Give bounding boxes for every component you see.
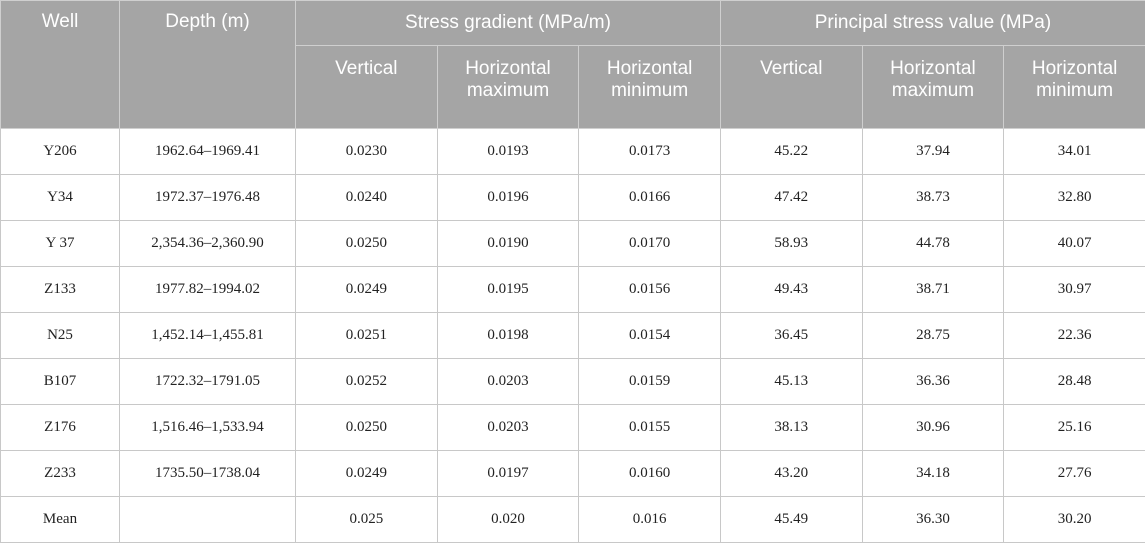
cell-stress-hmax: 28.75: [862, 313, 1004, 359]
header-gradient-hmax-line1: Horizontal: [465, 58, 551, 79]
header-depth: Depth (m): [120, 1, 296, 129]
cell-gradient-vertical: 0.0250: [296, 405, 438, 451]
cell-stress-hmax: 44.78: [862, 221, 1004, 267]
cell-gradient-vertical: 0.0249: [296, 267, 438, 313]
table-body: [1, 129, 1145, 543]
header-stress-gradient: Stress gradient (MPa/m): [296, 1, 721, 46]
table-row: [1, 267, 1145, 313]
cell-well: B107: [1, 359, 120, 405]
cell-well: N25: [1, 313, 120, 359]
cell-stress-hmax: 36.30: [862, 497, 1004, 543]
cell-well: Mean: [1, 497, 120, 543]
cell-gradient-hmax: 0.0197: [437, 451, 579, 497]
cell-stress-hmin: 30.97: [1004, 267, 1145, 313]
cell-stress-hmax: 37.94: [862, 129, 1004, 175]
header-stress-hmax: [862, 46, 1004, 129]
cell-gradient-vertical: 0.0249: [296, 451, 438, 497]
header-gradient-hmin-line1: Horizontal: [607, 58, 693, 79]
cell-gradient-hmax: 0.0196: [437, 175, 579, 221]
table-row: [1, 359, 1145, 405]
table-row: [1, 405, 1145, 451]
cell-gradient-vertical: 0.0252: [296, 359, 438, 405]
cell-stress-hmax: 36.36: [862, 359, 1004, 405]
cell-depth: 1962.64–1969.41: [120, 129, 296, 175]
cell-depth: 1,452.14–1,455.81: [120, 313, 296, 359]
cell-stress-hmin: 34.01: [1004, 129, 1145, 175]
header-stress-hmax-line2: maximum: [892, 80, 974, 101]
cell-depth: 1735.50–1738.04: [120, 451, 296, 497]
header-gradient-vertical: [296, 46, 438, 129]
cell-well: Z176: [1, 405, 120, 451]
cell-stress-hmin: 30.20: [1004, 497, 1145, 543]
cell-depth: [120, 497, 296, 543]
cell-gradient-hmin: 0.0166: [579, 175, 721, 221]
table-row-mean: [1, 497, 1145, 543]
cell-stress-hmin: 25.16: [1004, 405, 1145, 451]
cell-stress-vertical: 45.22: [720, 129, 862, 175]
table-row: [1, 313, 1145, 359]
cell-gradient-hmin: 0.0160: [579, 451, 721, 497]
cell-stress-vertical: 49.43: [720, 267, 862, 313]
cell-well: Y206: [1, 129, 120, 175]
cell-stress-vertical: 43.20: [720, 451, 862, 497]
cell-gradient-hmin: 0.0173: [579, 129, 721, 175]
header-stress-hmax-line1: Horizontal: [890, 58, 976, 79]
cell-stress-hmin: 40.07: [1004, 221, 1145, 267]
table-row: [1, 129, 1145, 175]
table-row: [1, 451, 1145, 497]
header-gradient-hmax: [437, 46, 579, 129]
cell-gradient-hmax: 0.0190: [437, 221, 579, 267]
cell-stress-hmax: 34.18: [862, 451, 1004, 497]
cell-well: Z133: [1, 267, 120, 313]
cell-stress-vertical: 45.13: [720, 359, 862, 405]
cell-depth: 1,516.46–1,533.94: [120, 405, 296, 451]
header-gradient-hmin: [579, 46, 721, 129]
cell-gradient-hmin: 0.0170: [579, 221, 721, 267]
cell-stress-vertical: 47.42: [720, 175, 862, 221]
cell-stress-vertical: 45.49: [720, 497, 862, 543]
cell-gradient-vertical: 0.0251: [296, 313, 438, 359]
cell-well: Y 37: [1, 221, 120, 267]
cell-depth: 1722.32–1791.05: [120, 359, 296, 405]
cell-stress-hmin: 27.76: [1004, 451, 1145, 497]
cell-stress-vertical: 36.45: [720, 313, 862, 359]
cell-gradient-vertical: 0.0240: [296, 175, 438, 221]
header-gradient-hmax-line2: maximum: [467, 80, 549, 101]
cell-well: Z233: [1, 451, 120, 497]
cell-stress-vertical: 58.93: [720, 221, 862, 267]
cell-stress-hmax: 38.71: [862, 267, 1004, 313]
cell-stress-hmin: 32.80: [1004, 175, 1145, 221]
cell-stress-hmax: 30.96: [862, 405, 1004, 451]
header-stress-hmin-line1: Horizontal: [1032, 58, 1118, 79]
cell-stress-hmin: 28.48: [1004, 359, 1145, 405]
header-gradient-vertical-label: Vertical: [335, 58, 397, 79]
cell-gradient-hmax: 0.0203: [437, 405, 579, 451]
header-well: Well: [1, 1, 120, 129]
cell-gradient-hmin: 0.0159: [579, 359, 721, 405]
cell-gradient-hmin: 0.0154: [579, 313, 721, 359]
cell-gradient-hmax: 0.0193: [437, 129, 579, 175]
cell-gradient-hmin: 0.016: [579, 497, 721, 543]
cell-stress-vertical: 38.13: [720, 405, 862, 451]
cell-stress-hmin: 22.36: [1004, 313, 1145, 359]
table-row: [1, 221, 1145, 267]
header-gradient-hmin-line2: minimum: [611, 80, 688, 101]
cell-gradient-hmax: 0.0203: [437, 359, 579, 405]
cell-stress-hmax: 38.73: [862, 175, 1004, 221]
cell-gradient-hmax: 0.020: [437, 497, 579, 543]
cell-depth: 1977.82–1994.02: [120, 267, 296, 313]
cell-depth: 2,354.36–2,360.90: [120, 221, 296, 267]
header-principal-stress: Principal stress value (MPa): [720, 1, 1145, 46]
header-stress-vertical-label: Vertical: [760, 58, 822, 79]
cell-gradient-vertical: 0.025: [296, 497, 438, 543]
header-stress-vertical: [720, 46, 862, 129]
cell-gradient-hmin: 0.0156: [579, 267, 721, 313]
cell-gradient-vertical: 0.0250: [296, 221, 438, 267]
cell-gradient-hmax: 0.0198: [437, 313, 579, 359]
header-stress-hmin: [1004, 46, 1145, 129]
cell-well: Y34: [1, 175, 120, 221]
cell-gradient-hmax: 0.0195: [437, 267, 579, 313]
header-stress-hmin-line2: minimum: [1036, 80, 1113, 101]
cell-gradient-vertical: 0.0230: [296, 129, 438, 175]
cell-depth: 1972.37–1976.48: [120, 175, 296, 221]
cell-gradient-hmin: 0.0155: [579, 405, 721, 451]
table-header: [1, 1, 1145, 129]
table-row: [1, 175, 1145, 221]
